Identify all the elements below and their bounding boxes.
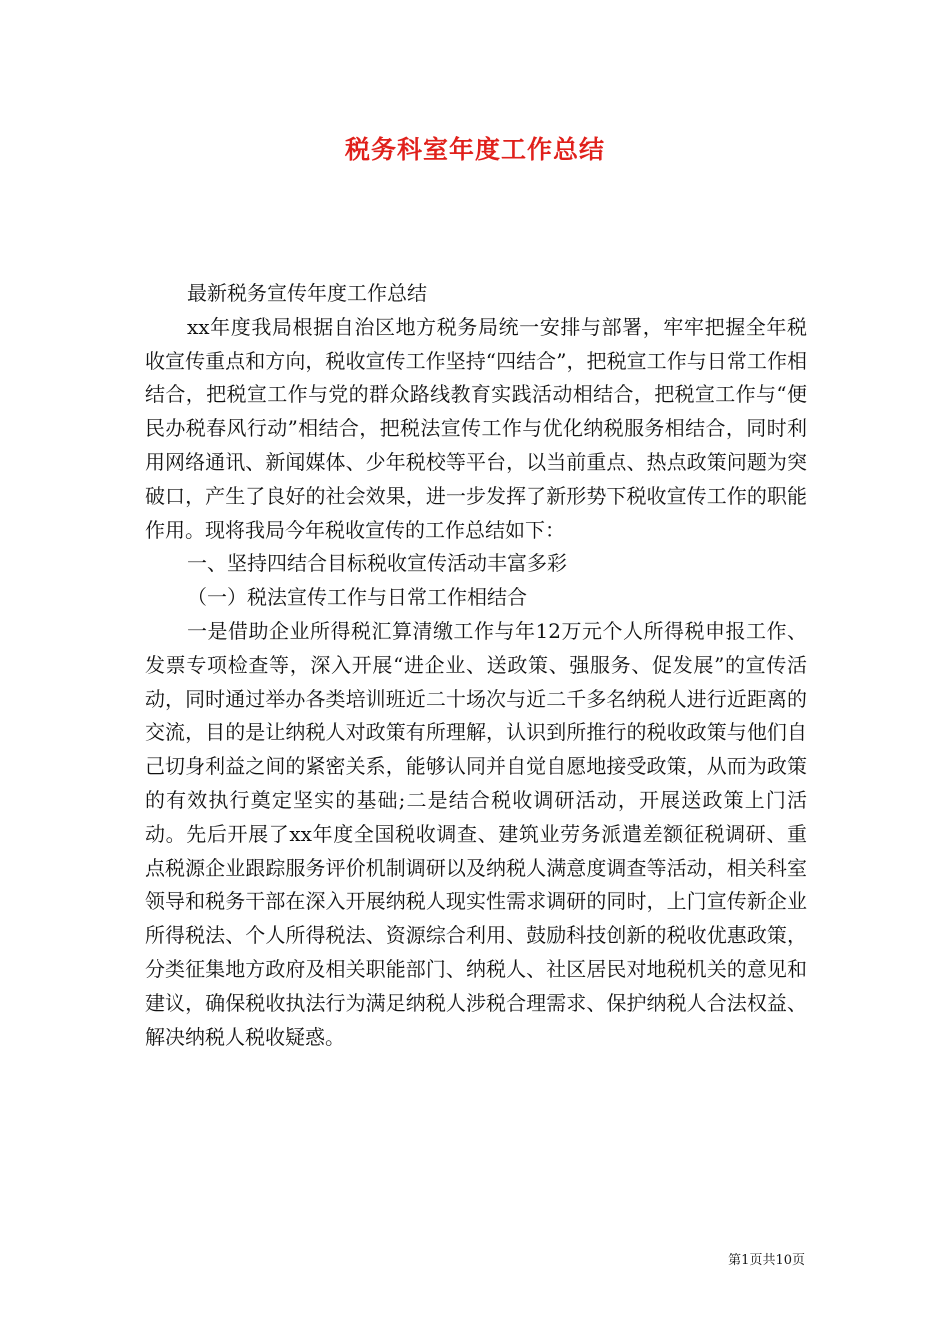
heading-section-1: 一、坚持四结合目标税收宣传活动丰富多彩: [187, 551, 567, 576]
page-title: 税务科室年度工作总结: [344, 135, 605, 164]
heading-subsection-1: （一）税法宣传工作与日常工作相结合: [187, 585, 527, 610]
paragraph-intro: xx年度我局根据自治区地方税务局统一安排与部署，牢牢把握全年税收宣传重点和方向，税收宣传工作坚持“四结合”，把税宣工作与日常工作相结合，把税宣工作与党的群众路线教育实践活动相结合，把税宣工作与“便民办税春风行动”相结合，把税法宣传工作与优化纳税服务相结合，同时利用网络通讯、新闻媒体、少年税校等平台，以当前重点、热点政策问题为突破口，产生了良好的社会效果，进一步发挥了新形势下税收宣传工作的职能作用。现将我局今年税收宣传的工作总结如下：: [145, 314, 807, 542]
page-number: 第1页共10页: [728, 1253, 805, 1268]
paragraph-subtitle: 最新税务宣传年度工作总结: [187, 281, 427, 305]
paragraph-body: 一是借助企业所得税汇算清缴工作与年12万元个人所得税申报工作、发票专项检查等，深入开展“进企业、送政策、强服务、促发展”的宣传活动，同时通过举办各类培训班近二十场次与近二千多名纳税人进行近距离的交流，目的是让纳税人对政策有所理解，认识到所推行的税收政策与他们自己切身利益之间的紧密关系，能够认同并自觉自愿地接受政策，从而为政策的有效执行奠定坚实的基础;二是结合税收调研活动，开展送政策上门活动。先后开展了xx年度全国税收调查、建筑业劳务派遣差额征税调研、重点税源企业跟踪服务评价机制调研以及纳税人满意度调查等活动，相关科室领导和税务干部在深入开展纳税人现实性需求调研的同时，上门宣传新企业所得税法、个人所得税法、资源综合利用、鼓励科技创新的税收优惠政策，分类征集地方政府及相关职能部门、纳税人、社区居民对地税机关的意见和建议，确保税收执法行为满足纳税人涉税合理需求、保护纳税人合法权益、解决纳税人税收疑惑。: [145, 618, 807, 1049]
document-body: [145, 277, 807, 1054]
